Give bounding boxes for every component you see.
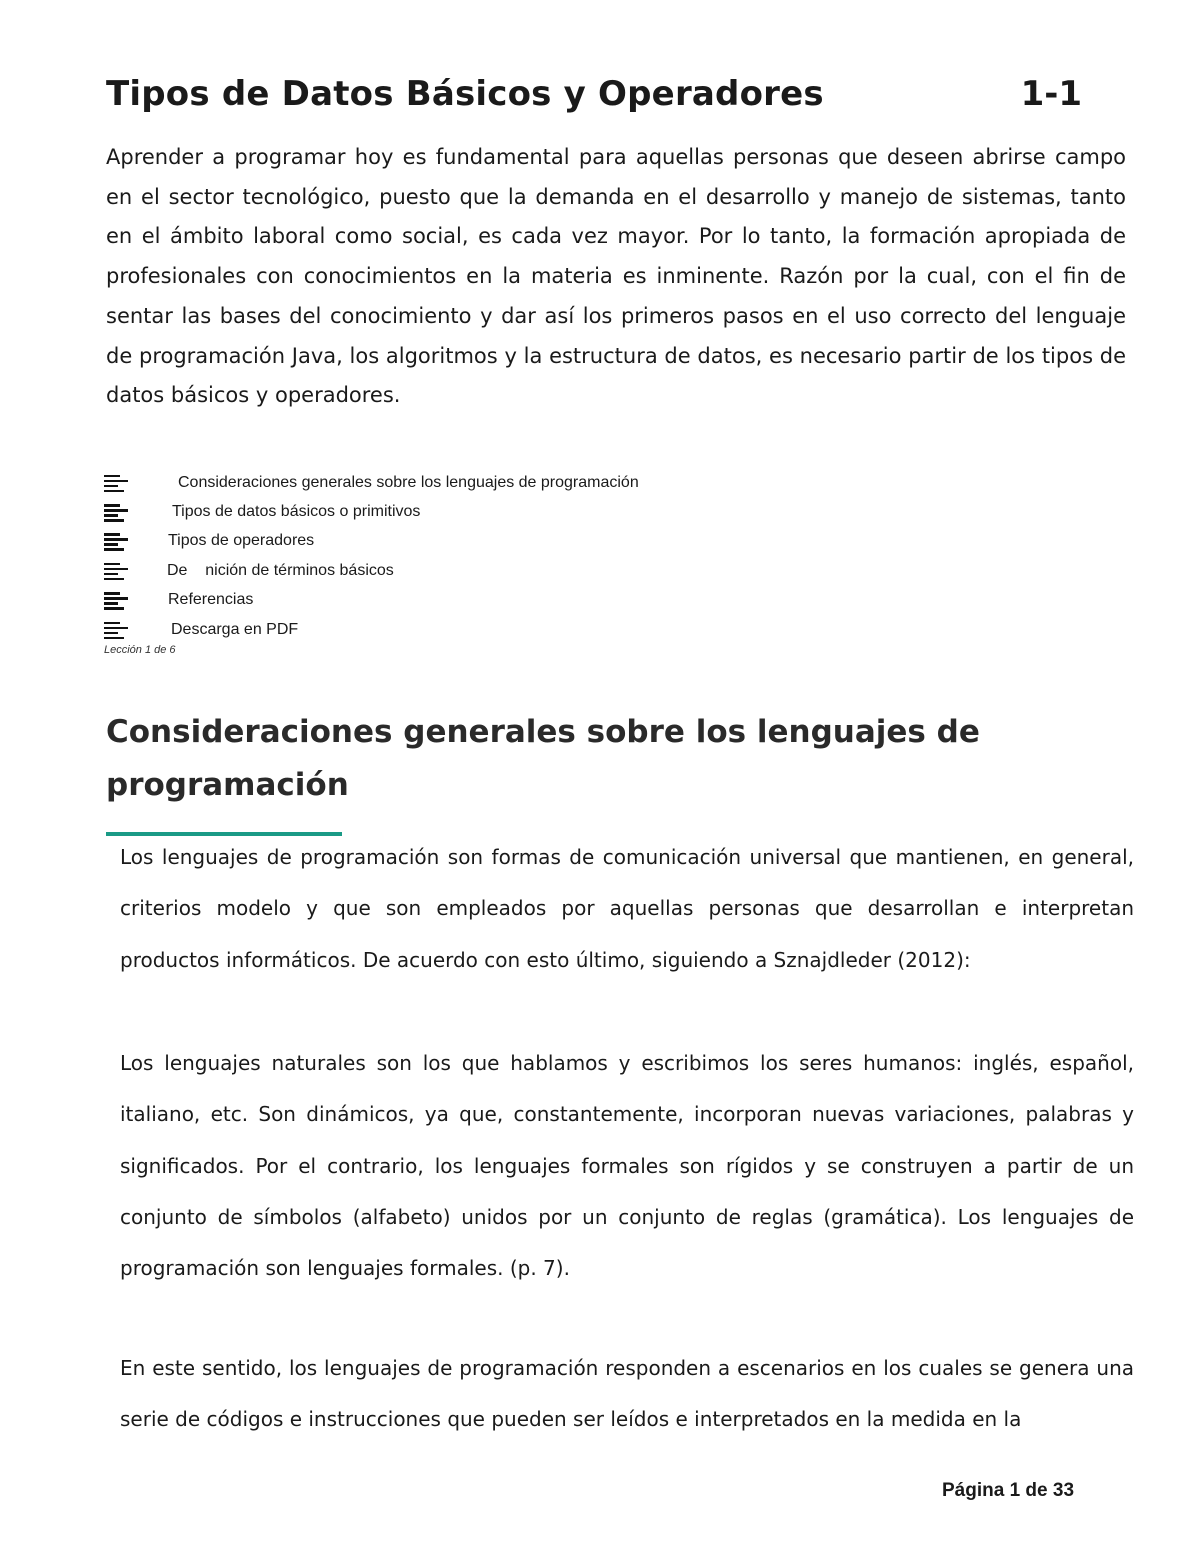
toc-item-label[interactable]: Descarga en PDF [171,620,299,638]
lesson-toc [104,468,804,644]
body-paragraph: En este sentido, los lenguajes de programación responden a escenarios en los cuales se genera una serie de códigos e instrucciones que pueden ser leídos e interpretados en la medida en la [120,1356,1134,1432]
toc-item-label[interactable]: De nición de términos básicos [167,561,394,579]
toc-item-label[interactable]: Tipos de datos básicos o primitivos [172,503,421,521]
page-number: Página 1 de 33 [942,1480,1075,1501]
quote-paragraph: Los lenguajes naturales son los que hablamos y escribimos los seres humanos: inglés, español, italiano, etc. Son dinámicos, ya que, constantemente, incorporan nuevas variaciones, palabras y significados. Por el contrario, los lenguajes formales son rígidos y se construyen a partir de un conjunto de símbolos (alfabeto) unidos por un conjunto de reglas (gramática). Los lenguajes de programación son lenguajes formales. (p. 7). [120,1051,1134,1281]
section-heading: Consideraciones generales sobre los lenguajes de programación [106,714,980,803]
section-number: 1-1 [1020,74,1082,114]
list-icon [104,502,130,522]
list-icon [104,590,130,610]
toc-item[interactable] [104,527,804,556]
toc-item-label[interactable]: Referencias [168,591,254,609]
lesson-counter: Lección 1 de 6 [104,644,176,656]
list-icon [104,561,130,581]
list-icon [104,473,130,493]
list-icon [104,531,130,551]
list-icon [104,620,130,640]
toc-item-label[interactable]: Consideraciones generales sobre los lenguajes de programación [178,473,639,491]
toc-item[interactable] [104,497,804,526]
toc-item[interactable] [104,468,804,497]
page-header [106,74,1086,114]
toc-item[interactable] [104,615,804,644]
intro-paragraph: Aprender a programar hoy es fundamental para aquellas personas que deseen abrirse campo en el sector tecnológico, puesto que la demanda en el desarrollo y manejo de sistemas, tanto en el ámbito laboral como social, es cada vez mayor. Por lo tanto, la formación apropiada de profesionales con conocimientos en la materia es inminente. Razón por la cual, con el fin de sentar las bases del conocimiento y dar así los primeros pasos en el uso correcto del lenguaje de programación Java, los algoritmos y la estructura de datos, es necesario partir de los tipos de datos básicos y operadores. [106,145,1126,408]
body-paragraph: Los lenguajes de programación son formas de comunicación universal que mantienen, en general, criterios modelo y que son empleados por aquellas personas que desarrollan e interpretan productos informáticos. De acuerdo con esto último, siguiendo a Sznajdleder (2012): [120,845,1134,972]
toc-item[interactable] [104,586,804,615]
toc-item[interactable] [104,556,804,585]
page-title: Tipos de Datos Básicos y Operadores [106,74,824,114]
toc-item-label[interactable]: Tipos de operadores [168,532,315,550]
